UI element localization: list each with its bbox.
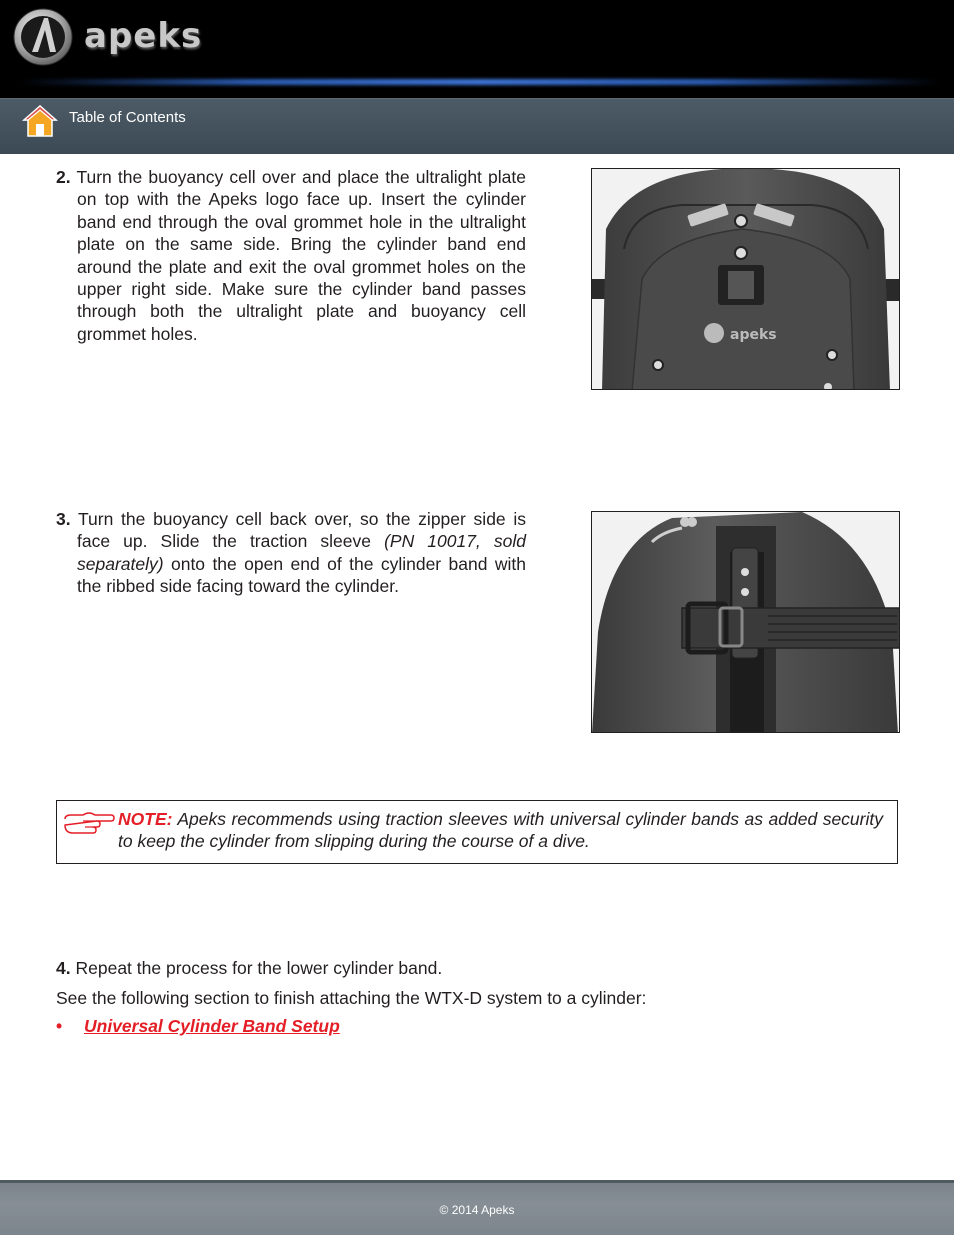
ultralight-plate-photo [591,168,900,390]
page-footer [0,1180,954,1235]
step-3-text-before: Turn the buoyancy cell back over, so the zipper side is face up. Slide the traction sleeve [77,509,526,552]
link-list-item [56,1015,340,1037]
step-3-number: 3. [56,509,71,529]
traction-sleeve-photo [591,511,900,733]
table-of-contents-link[interactable]: Table of Contents [69,109,186,126]
note-box [56,800,898,864]
home-icon[interactable] [22,103,58,139]
step-2-text: Turn the buoyancy cell over and place the ultralight plate on top with the Apeks logo face up. Insert the cylinder band end through the oval grommet hole in the ultralight plate on the same side. Bring the cylinder band end around the plate and exit the oval grommet holes on the upper right side. Make sure the cylinder band passes through both the ultralight plate and buoyancy cell grommet holes. [76,167,527,344]
step-4-instruction [56,957,442,979]
note-text [118,808,883,852]
universal-cylinder-band-setup-link[interactable]: Universal Cylinder Band Setup [84,1016,340,1036]
bullet-marker: • [56,1016,63,1036]
apeks-wordmark: apeks [84,16,203,56]
step-3-instruction [56,508,526,598]
copyright-text: © 2014 Apeks [439,1203,515,1217]
step-4-number: 4. [56,958,71,978]
page-header [0,0,954,98]
step-2-instruction [56,166,526,345]
header-glow-line [20,79,940,85]
plate-logo-text: apeks [730,327,777,343]
nav-bar [0,98,954,154]
apeks-logo [12,6,242,68]
see-following-text: See the following section to finish attaching the WTX-D system to a cylinder: [56,988,647,1008]
step-3-text-after: onto the open end of the cylinder band with the ribbed side facing toward the cylinder. [77,553,526,597]
note-label: NOTE: [118,809,173,829]
note-body: Apeks recommends using traction sleeves with universal cylinder bands as added security to keep the cylinder from slipping during the course of a dive. [118,809,883,851]
pointing-hand-icon [63,809,115,835]
step-3-part-number: (PN 10017, sold separately) [77,531,526,574]
apeks-emblem-icon [12,6,78,68]
step-2-number: 2. [56,167,71,187]
step-4-text: Repeat the process for the lower cylinder band. [75,958,443,978]
